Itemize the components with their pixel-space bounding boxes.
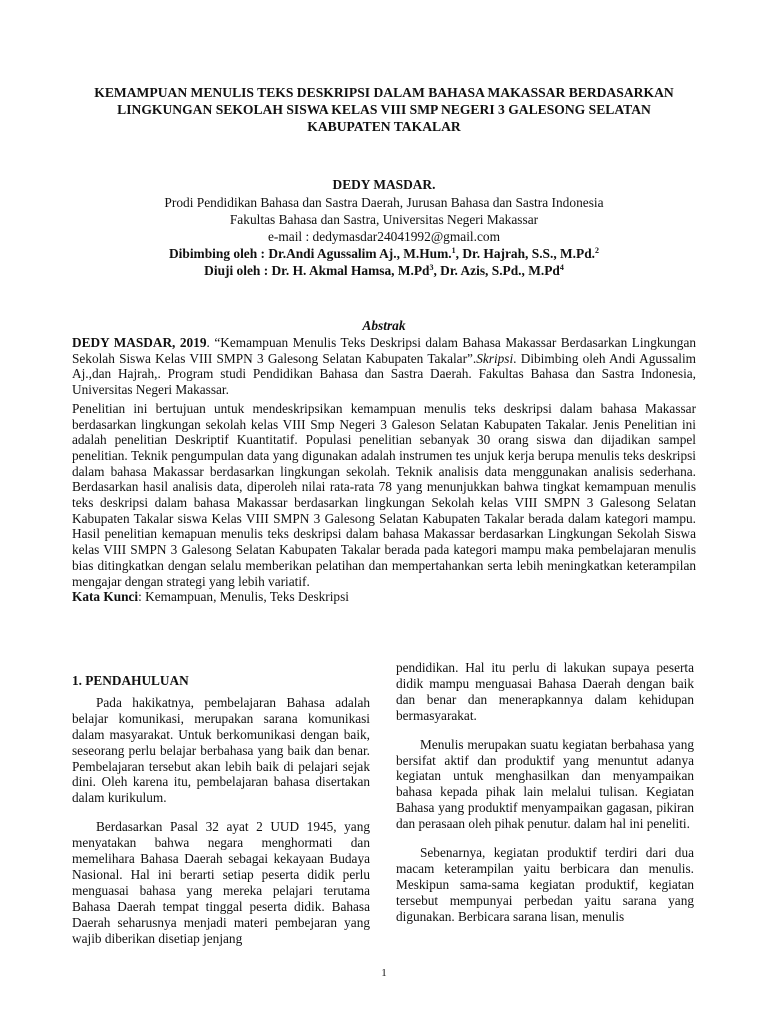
citation-type: Skripsi	[476, 350, 514, 366]
page-number: 1	[381, 967, 387, 979]
abstract-heading: Abstrak	[362, 318, 406, 333]
affiliation-faculty: Fakultas Bahasa dan Sastra, Universitas Negeri Makassar	[229, 212, 539, 227]
author-name: DEDY MASDAR.	[332, 177, 436, 192]
examiners-line	[0, 262, 768, 279]
title-line-1: KEMAMPUAN MENULIS TEKS DESKRIPSI DALAM BAHASA MAKASSAR BERDASARKAN	[94, 85, 674, 100]
paragraph: Sebenarnya, kegiatan produktif terdiri dari dua macam keterampilan yaitu berbicara dan menulis. Meskipun sama-sama kegiatan produktif, kegiatan tersebut mempunyai perbedan yaitu sarana yang digunakan. Berbicara sarana lisan, menulis	[396, 845, 694, 924]
right-column	[396, 660, 694, 938]
paragraph: pendidikan. Hal itu perlu di lakukan supaya peserta didik mampu menguasai Bahasa Daerah dengan baik dan benar dan menerapkannya dalam kehidupan bermasyarakat.	[396, 660, 694, 723]
paragraph: Menulis merupakan suatu kegiatan berbahasa yang bersifat aktif dan produktif yang menuntut adanya kegiatan untuk menghasilkan dan menyampaikan bahasa kepada pihak lain melalui tulisan. Kegiatan Bahasa yang produktif menyampaikan gagasan, pikiran dan perasaan oleh pihak penutur. dalam hal ini peneliti.	[396, 736, 694, 832]
affiliation-block	[0, 194, 768, 279]
section-heading: 1. PENDAHULUAN	[72, 673, 189, 688]
affiliation-program: Prodi Pendidikan Bahasa dan Sastra Daerah, Jurusan Bahasa dan Sastra Indonesia	[164, 195, 604, 210]
keywords-text: : Kemampuan, Menulis, Teks Deskripsi	[138, 589, 349, 605]
supervisors-text: Dibimbing oleh : Dr.Andi Agussalim Aj., M.Hum.	[169, 246, 452, 261]
title-line-2: LINGKUNGAN SEKOLAH SISWA KELAS VIII SMP NEGERI 3 GALESONG SELATAN	[117, 102, 651, 117]
title-line-3: KABUPATEN TAKALAR	[307, 119, 461, 134]
keywords-label: Kata Kunci	[72, 589, 139, 605]
left-column	[72, 660, 370, 960]
examiners-text: Diuji oleh : Dr. H. Akmal Hamsa, M.Pd	[204, 263, 430, 278]
examiners-text-2: , Dr. Azis, S.Pd., M.Pd	[433, 263, 560, 278]
abstract-body	[72, 335, 696, 605]
supervisors-text-2: , Dr. Hajrah, S.S., M.Pd.	[455, 246, 595, 261]
paragraph: Berdasarkan Pasal 32 ayat 2 UUD 1945, yang menyatakan bahwa negara menghormati dan memelihara Bahasa Daerah sebagai kekayaan Budaya Nasional. Hal ini berarti setiap peserta didik perlu menguasai bahasa yang mereka pelajari terutama Bahasa Daerah tempat tinggal peserta didik. Bahasa Daerah seharusnya menjadi materi pembejaran yang wajib diberikan disetiap jenjang	[72, 819, 370, 946]
citation-rest: . Dibimbing oleh Andi Agussalim Aj.,dan Hajrah,. Program studi Pendidikan Bahasa dan Sastra Daerah. Fakultas Bahasa dan Sastra Indonesia, Universitas Negeri Makassar.	[72, 350, 696, 398]
author-email: e-mail : dedymasdar24041992@gmail.com	[267, 229, 501, 244]
abstract-paragraph: Penelitian ini bertujuan untuk mendeskripsikan kemampuan menulis teks deskripsi dalam bahasa Makassar berdasarkan lingkungan sekolah kelas VIII Smp Negeri 3 Galeson Selatan Kabupaten Takalar. Jenis Penelitian ini adalah penelitian Deskriptif Kuantitatif. Populasi penelitian sebanyak 30 orang siswa dan dijadikan sampel penelitian. Teknik pengumpulan data yang digunakan adalah instrumen tes unjuk kerja berupa menulis teks deskripsi dalam bahasa Makassar berdasarkan lingkungan sekolah. Teknik analisis data menggunakan analisis sederhana. Berdasarkan hasil analisis data, diperoleh nilai rata-rata 78 yang menunjukkan bahwa tingkat kemampuan menulis teks deskripsi dalam bahasa Makassar berdasarkan lingkungan Sekolah kelas VIII SMPN 3 Galesong Selatan Kabupaten Takalar siswa Kelas VIII SMPN 3 Galesong Selatan Kabupaten Takalar berada dalam kategori mampu. Hasil penelitian kemapuan menulis teks deskripsi dalam bahasa Makassar berdasarkan Lingkungan Sekolah Siswa kelas VIII SMPN 3 Galesong Selatan Kabupaten Takalar berada pada kategori mampu maka pembelajaran menulis bias ditingkatkan dengan selalu memberikan pelatihan dan mempertahankan serta lebih meningkatkan keterampilan mengajar dengan strategi yang lebih variatif.	[72, 400, 696, 589]
supervisors-line	[0, 245, 768, 262]
supervisor-2-marker: 2	[595, 246, 599, 255]
abstract-citation	[72, 335, 696, 398]
citation-title: . “Kemampuan Menulis Teks Deskripsi dalam Bahasa Makassar Berdasarkan Lingkungan Sekolah Siswa Kelas VIII SMPN 3 Galesong Selatan Kabupaten Takalar”.	[72, 335, 696, 366]
citation-author: DEDY MASDAR, 2019	[72, 335, 207, 350]
paragraph: Pada hakikatnya, pembelajaran Bahasa adalah belajar komunikasi, merupakan sarana komunikasi dalam masyarakat. Untuk berkomunikasi dengan baik, seseorang perlu belajar berbahasa yang baik dan benar. Pembelajaran tersebut akan lebih baik di pelajari sejak dini. Oleh karena itu, pembelajaran bahasa disertakan dalam kurikulum.	[72, 694, 370, 806]
supervisor-1-marker: 1	[451, 246, 456, 255]
examiner-2-marker: 4	[559, 263, 564, 272]
keywords-line	[72, 589, 696, 605]
paper-title	[60, 84, 708, 135]
examiner-1-marker: 3	[429, 263, 434, 272]
